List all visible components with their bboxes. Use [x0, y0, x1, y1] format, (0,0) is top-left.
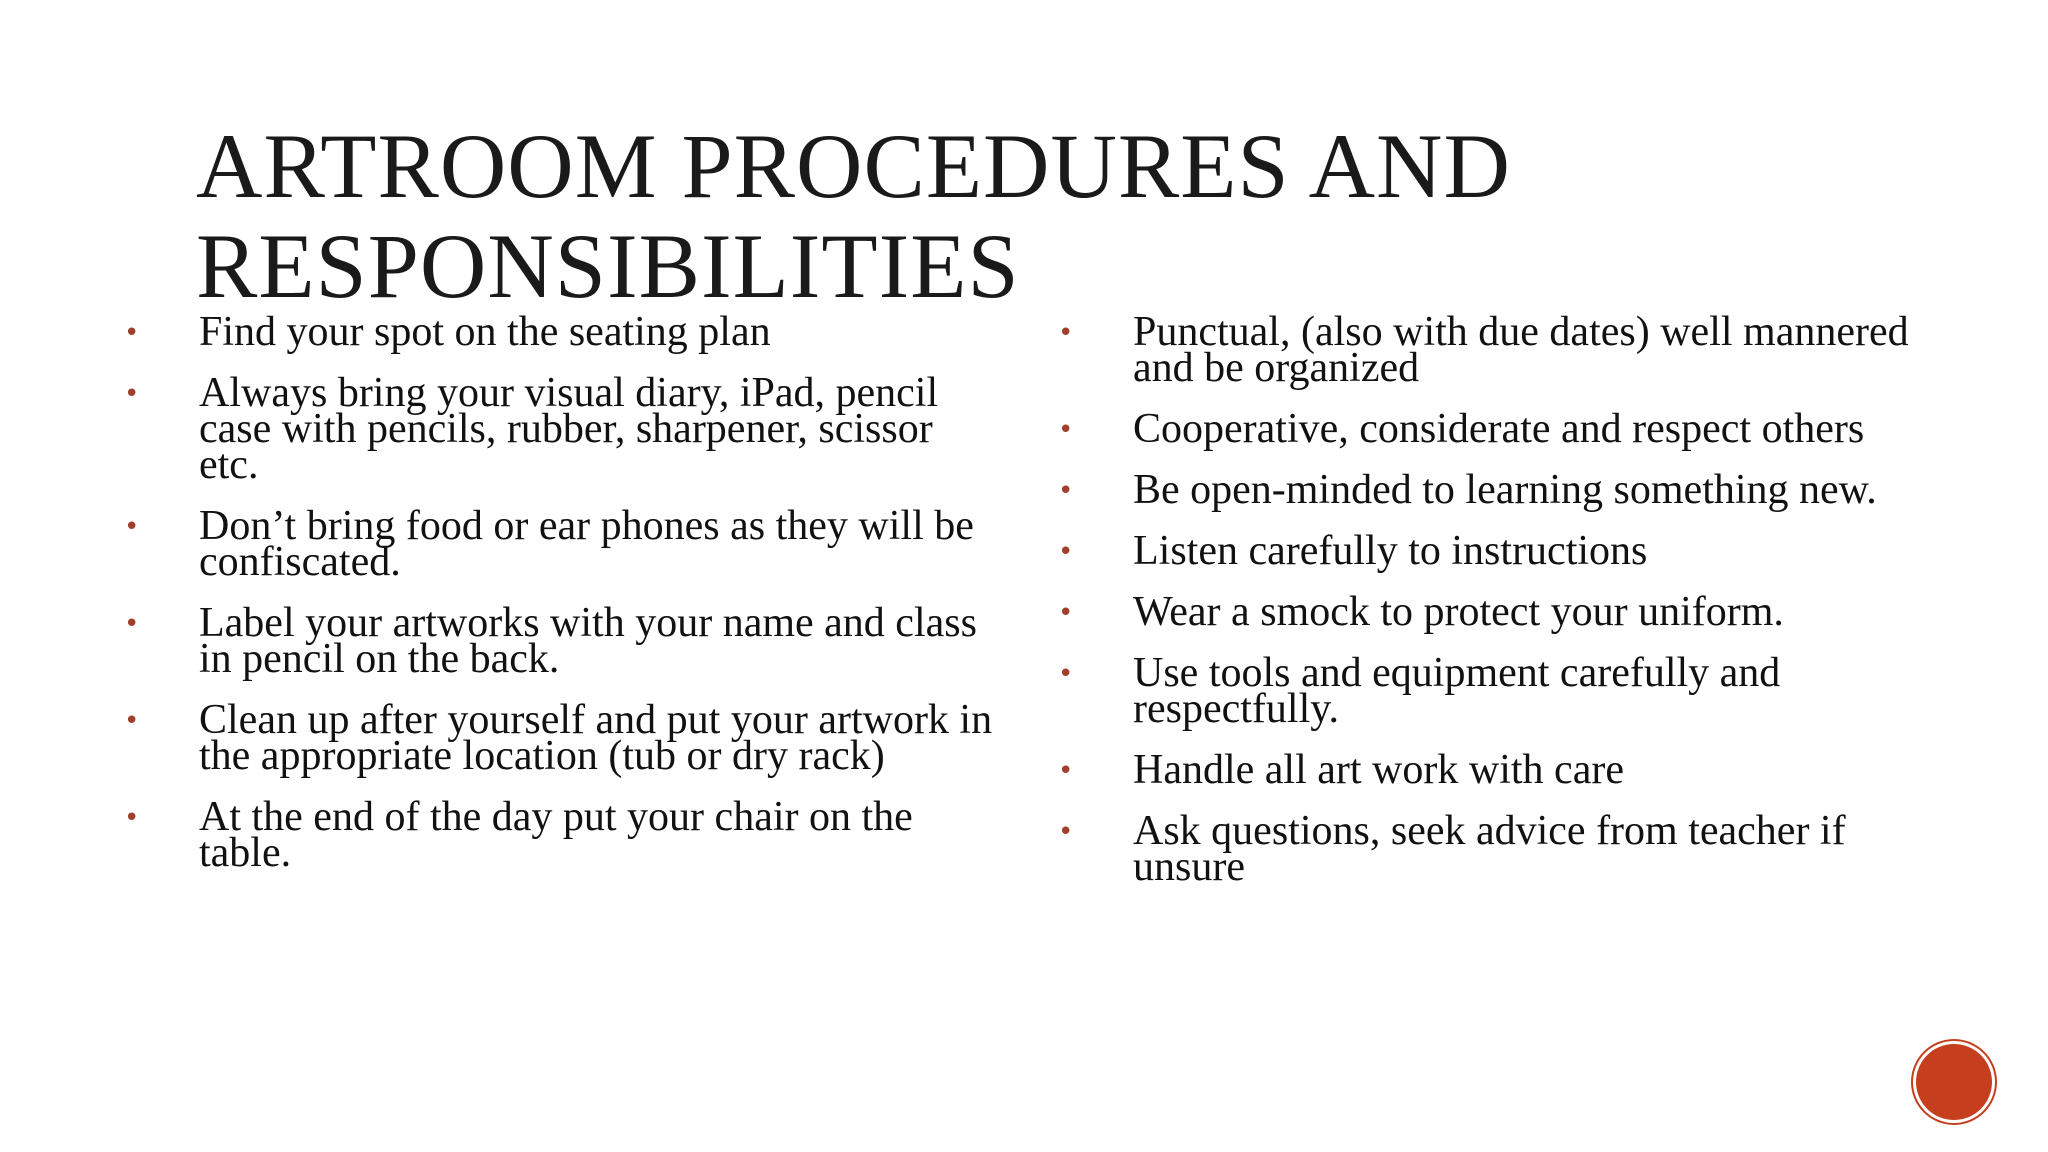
- list-item-text: Always bring your visual diary, iPad, pencil case with pencils, rubber, sharpener, scissor etc.: [199, 370, 939, 488]
- bullet-icon: •: [124, 609, 140, 639]
- slide-title-line-2: RESPONSIBILITIES: [196, 215, 1020, 317]
- list-item: [1056, 406, 1946, 452]
- list-item-text: Find your spot on the seating plan: [199, 309, 771, 355]
- bullet-icon: •: [1058, 476, 1074, 506]
- right-bullet-list: [1056, 309, 1946, 910]
- slide-title: [196, 116, 1756, 316]
- bullet-icon: •: [124, 379, 140, 409]
- list-item-text: Clean up after yourself and put your artwork in the appropriate location (tub or dry rack): [199, 697, 993, 779]
- bullet-icon: •: [1058, 415, 1074, 445]
- bullet-icon: •: [124, 803, 140, 833]
- list-item: [122, 794, 1002, 876]
- list-item-text: Punctual, (also with due dates) well mannered and be organized: [1133, 309, 1909, 391]
- list-item-text: Don’t bring food or ear phones as they will be confiscated.: [199, 503, 974, 585]
- bullet-icon: •: [124, 318, 140, 348]
- list-item: [122, 503, 1002, 585]
- list-item: [1056, 528, 1946, 574]
- bullet-icon: •: [124, 706, 140, 736]
- list-item-text: Label your artworks with your name and class in pencil on the back.: [199, 600, 977, 682]
- list-item: [1056, 589, 1946, 635]
- list-item-text: Cooperative, considerate and respect others: [1133, 406, 1865, 452]
- bullet-icon: •: [1058, 318, 1074, 348]
- list-item-text: Wear a smock to protect your uniform.: [1133, 589, 1784, 635]
- list-item-text: Be open-minded to learning something new.: [1133, 467, 1877, 513]
- list-item: [1056, 650, 1946, 732]
- list-item-text: At the end of the day put your chair on the table.: [199, 794, 913, 876]
- left-bullet-list: [122, 309, 1002, 896]
- list-item-text: Ask questions, seek advice from teacher if unsure: [1133, 808, 1846, 890]
- bullet-icon: •: [1058, 756, 1074, 786]
- list-item: [1056, 467, 1946, 513]
- list-item: [122, 370, 1002, 488]
- bullet-icon: •: [124, 512, 140, 542]
- list-item-text: Use tools and equipment carefully and respectfully.: [1133, 650, 1781, 732]
- list-item: [1056, 747, 1946, 793]
- bullet-icon: •: [1058, 537, 1074, 567]
- bullet-icon: •: [1058, 817, 1074, 847]
- list-item: [1056, 808, 1946, 890]
- list-item: [1056, 309, 1946, 391]
- list-item: [122, 309, 1002, 355]
- list-item-text: Handle all art work with care: [1133, 747, 1624, 793]
- list-item-text: Listen carefully to instructions: [1133, 528, 1648, 574]
- slide-nav-button[interactable]: [1916, 1044, 1992, 1120]
- list-item: [122, 600, 1002, 682]
- slide-title-line-1: ARTROOM PROCEDURES AND: [196, 115, 1511, 217]
- bullet-icon: •: [1058, 598, 1074, 628]
- list-item: [122, 697, 1002, 779]
- bullet-icon: •: [1058, 659, 1074, 689]
